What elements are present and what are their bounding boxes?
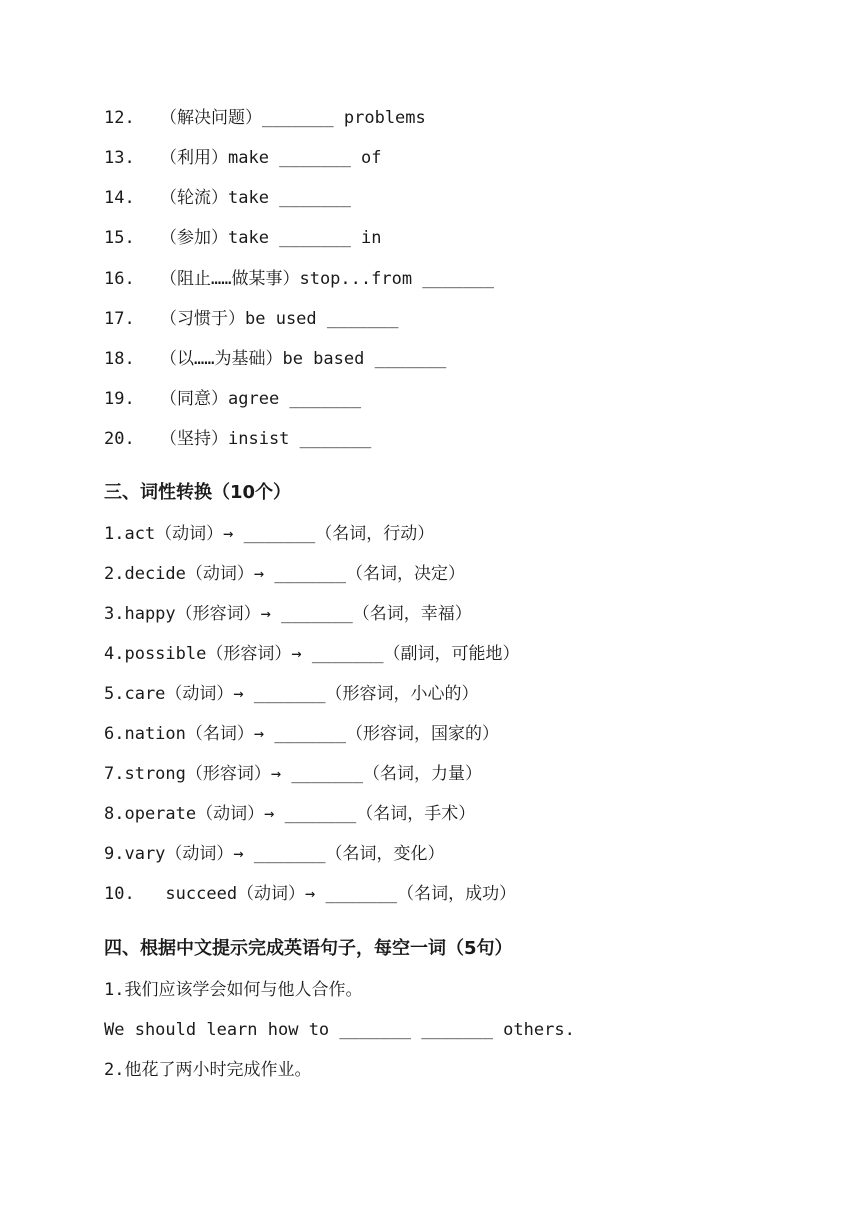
item-number: 18. xyxy=(104,349,135,369)
list-item xyxy=(104,267,494,291)
item-number: 17. xyxy=(104,309,135,329)
item-text: （同意）agree _______ xyxy=(160,389,362,409)
list-item xyxy=(104,387,361,411)
list-item: 5.care（动词）→ _______（形容词，小心的） xyxy=(104,684,479,704)
list-item xyxy=(104,347,446,371)
list-item: 8.operate（动词）→ _______（名词，手术） xyxy=(104,804,476,824)
item-text: （轮流）take _______ xyxy=(160,188,351,208)
list-item xyxy=(104,146,382,170)
section-heading: 四、根据中文提示完成英语句子，每空一词（5句） xyxy=(104,938,513,959)
item-text: （习惯于）be used _______ xyxy=(160,309,399,329)
list-item: 2.decide（动词）→ _______（名词，决定） xyxy=(104,564,465,584)
item-text: （阻止……做某事）stop...from _______ xyxy=(160,269,494,289)
list-item: 10. succeed（动词）→ _______（名词，成功） xyxy=(104,884,517,904)
list-item: 1.我们应该学会如何与他人合作。 xyxy=(104,980,363,1000)
item-number: 20. xyxy=(104,429,135,449)
item-number: 12. xyxy=(104,108,135,128)
item-number: 13. xyxy=(104,148,135,168)
list-item: 3.happy（形容词）→ _______（名词，幸福） xyxy=(104,604,472,624)
item-text: （利用）make _______ of xyxy=(160,148,382,168)
item-text: （以……为基础）be based _______ xyxy=(160,349,447,369)
section-heading: 三、词性转换（10个） xyxy=(104,482,292,503)
list-item xyxy=(104,106,426,130)
list-item xyxy=(104,427,371,451)
list-item xyxy=(104,226,382,250)
list-item: 4.possible（形容词）→ _______（副词，可能地） xyxy=(104,644,520,664)
item-text: （坚持）insist _______ xyxy=(160,429,372,449)
list-item: 2.他花了两小时完成作业。 xyxy=(104,1060,312,1080)
item-number: 15. xyxy=(104,228,135,248)
list-item: 1.act（动词）→ _______（名词，行动） xyxy=(104,524,435,544)
item-text: （解决问题）_______ problems xyxy=(160,108,426,128)
list-item: 9.vary（动词）→ _______（名词，变化） xyxy=(104,844,445,864)
list-item xyxy=(104,307,399,331)
item-text: （参加）take _______ in xyxy=(160,228,382,248)
list-item xyxy=(104,186,351,210)
list-item: 7.strong（形容词）→ _______（名词，力量） xyxy=(104,764,482,784)
item-number: 16. xyxy=(104,269,135,289)
list-item: We should learn how to _______ _______ others. xyxy=(104,1020,575,1040)
list-item: 6.nation（名词）→ _______（形容词，国家的） xyxy=(104,724,499,744)
item-number: 14. xyxy=(104,188,135,208)
item-number: 19. xyxy=(104,389,135,409)
